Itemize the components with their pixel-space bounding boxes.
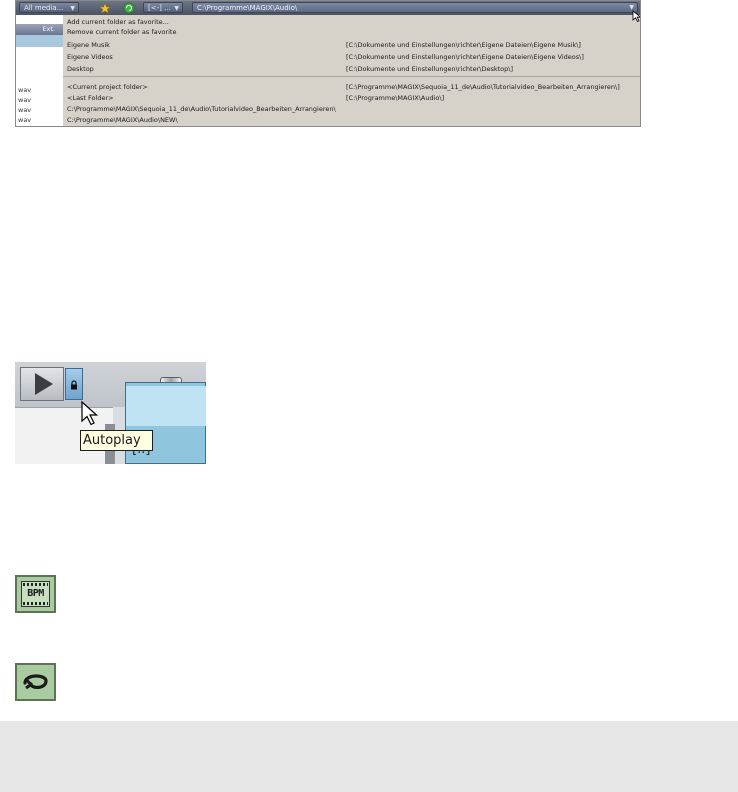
ext-column-header[interactable]: Ext. — [16, 24, 63, 35]
autoplay-screenshot — [15, 362, 206, 464]
list-highlight — [126, 386, 206, 426]
menu-item-remove-favorite[interactable]: Remove current folder as favorite — [67, 28, 177, 36]
menu-item-path: [C:\Dokumente und Einstellungen\richter\Desktop\] — [346, 65, 513, 73]
autoplay-tooltip: Autoplay — [80, 430, 153, 451]
path-dropdown[interactable] — [192, 2, 638, 13]
menu-separator — [63, 76, 641, 77]
ext-cell[interactable]: wav — [18, 116, 32, 124]
filter-button[interactable] — [143, 2, 183, 13]
menu-item-eigene-videos[interactable]: Eigene Videos — [67, 53, 113, 61]
media-filter-dropdown[interactable] — [19, 2, 79, 13]
bpm-label: BPM — [27, 588, 44, 599]
menu-item-path: [C:\Dokumente und Einstellungen\richter\Eigene Dateien\Eigene Videos\] — [346, 53, 584, 61]
menu-item-path: [C:\Programme\MAGIX\Audio\] — [346, 94, 445, 102]
menu-item-recent-folder[interactable]: C:\Programme\MAGIX\Audio\NEW\ — [67, 116, 178, 124]
film-perforation — [23, 583, 48, 586]
extension-column — [16, 15, 63, 127]
favorite-star-icon[interactable] — [99, 2, 111, 14]
mouse-cursor-icon — [80, 400, 98, 426]
loop-arrow-icon — [17, 665, 54, 699]
filter-button-label: [<-] ... — [148, 4, 171, 12]
ext-cell[interactable]: wav — [18, 106, 32, 114]
lock-icon — [69, 380, 79, 390]
media-filter-label: All media... — [24, 4, 64, 12]
play-button[interactable] — [20, 367, 64, 401]
menu-item-eigene-musik[interactable]: Eigene Musik — [67, 41, 110, 49]
autoplay-button[interactable] — [65, 368, 83, 400]
menu-item-add-favorite[interactable]: Add current folder as favorite... — [67, 18, 169, 26]
menu-item-current-project-folder[interactable]: <Current project folder> — [67, 83, 148, 91]
chevron-down-icon: ▼ — [629, 4, 634, 11]
film-perforation — [23, 602, 48, 605]
chevron-down-icon: ▼ — [174, 5, 179, 12]
browser-toolbar — [16, 1, 641, 15]
bpm-icon-face — [21, 581, 50, 607]
menu-item-path: [C:\Dokumente und Einstellungen\richter\Eigene Dateien\Eigene Musik\] — [346, 41, 581, 49]
bpm-icon[interactable] — [15, 575, 56, 613]
footer-band — [0, 721, 738, 792]
menu-item-desktop[interactable]: Desktop — [67, 65, 94, 73]
selected-row-highlight[interactable] — [16, 35, 63, 47]
file-browser-panel — [15, 0, 641, 127]
ext-cell[interactable]: wav — [18, 86, 32, 94]
menu-item-path: [C:\Programme\MAGIX\Sequoia_11_de\Audio\Tutorialvideo_Bearbeiten_Arrangieren\] — [346, 83, 620, 91]
path-value: C:\Programme\MAGIX\Audio\ — [197, 4, 298, 12]
menu-item-last-folder[interactable]: <Last Folder> — [67, 94, 114, 102]
play-icon — [35, 373, 53, 395]
path-dropdown-menu — [63, 15, 641, 127]
menu-item-recent-folder[interactable]: C:\Programme\MAGIX\Sequoia_11_de\Audio\Tutorialvideo_Bearbeiten_Arrangieren\ — [67, 105, 336, 113]
refresh-icon[interactable] — [123, 2, 135, 14]
mouse-cursor-icon — [632, 10, 641, 22]
loop-icon[interactable] — [15, 663, 56, 701]
ext-cell[interactable]: wav — [18, 96, 32, 104]
chevron-down-icon: ▼ — [70, 5, 75, 12]
